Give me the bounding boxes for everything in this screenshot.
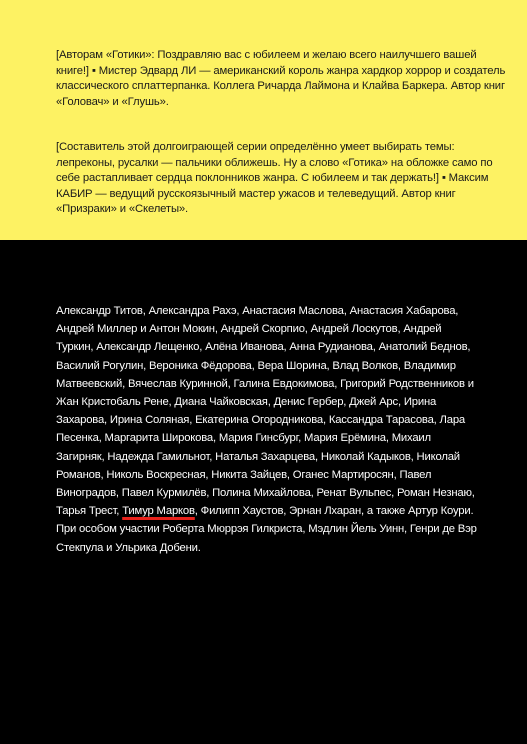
yellow-blurb-panel xyxy=(0,0,527,240)
highlighted-author-name: Тимур Марков xyxy=(122,505,195,518)
authors-list-part-1: Александр Титов, Александра Рахэ, Анастасия Маслова, Анастасия Хабарова, Андрей Миллер и Антон Мокин, Андрей Скорпио, Андрей Лоскутов, Андрей Туркин, Александр Лещенко, Алёна Иванова, Анна Рудианова, Анатолий Беднов, Василий Рогулин, Вероника Фёдорова, Вера Шорина, Влад Волков, Владимир Матвеевский, Вячеслав Куринной, Галина Евдокимова, Григорий Родственников и Жан Кристобаль Рене, Диана Чайковская, Денис Гербер, Джей Арс, Ирина Захарова, Ирина Соляная, Екатерина Огородникова, Кассандра Тарасова, Лара Песенка, Маргарита Широкова, Мария Гинсбург, Мария Ерёмина, Михаил Загирняк, Надежда Гамильнот, Наталья Захарцева, Николай Кадыков, Николай Романов, Николь Воскресная, Никита Зайцев, Оганес Мартиросян, Павел Виноградов, Павел Курмилёв, Полина Михайлова, Ренат Вульпес, Роман Незнаю, Тарья Трест, xyxy=(56,305,475,518)
authors-list xyxy=(56,302,481,557)
black-authors-panel xyxy=(0,240,527,744)
blurb-quote-maxim-kabir: [Составитель этой долгоиграющей серии определённо умеет выбирать темы: лепреконы, русалки — пальчики оближешь. Ну а слово «Готика» на обложке само по себе растапливает сердца поклонников жанра. С юбилеем и так держать!] ▪ Максим КАБИР — ведущий русскоязычный мастер ужасов и телеведущий. Автор книг «Призраки» и «Скелеты». xyxy=(56,141,493,216)
blurb-quote-edward-lee: [Авторам «Готики»: Поздравляю вас с юбилеем и желаю всего наилучшего вашей книге!] ▪ Мистер Эдвард ЛИ — американский король жанра хардкор хоррор и создатель классического сплаттерпанка. Коллега Ричарда Лаймона и Клайва Баркера. Автор книг «Головач» и «Глушь». xyxy=(56,49,506,108)
authors-list-part-2: , Филипп Хаустов, Эрнан Лхаран, а также Артур Коури. При особом участии Роберта Мюррэя Гилкриста, Мэдлин Йель Уинн, Генри де Вэр Стекпула и Ульрика Добени. xyxy=(56,505,477,554)
